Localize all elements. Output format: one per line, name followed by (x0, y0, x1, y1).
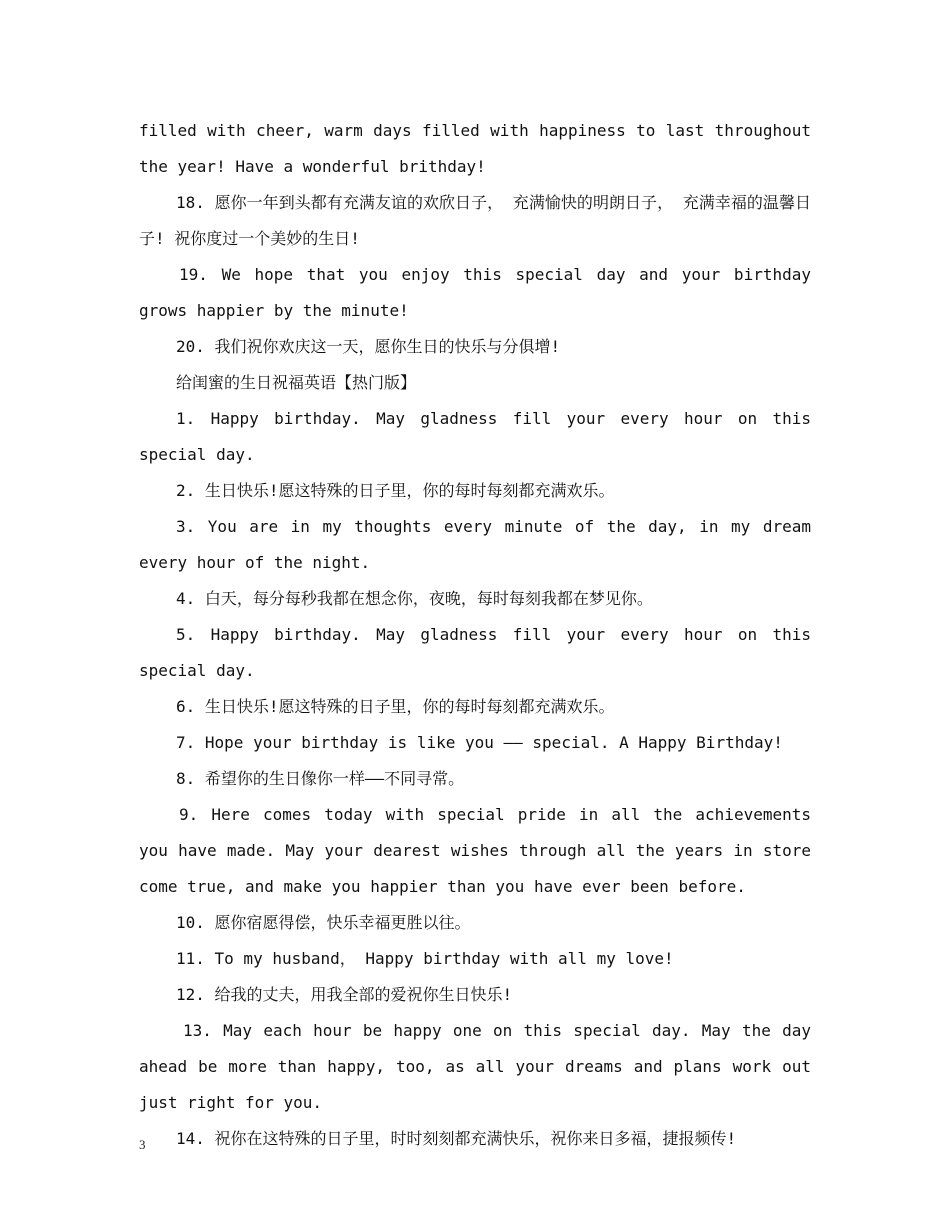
paragraph-item-11: 11. To my husband， Happy birthday with all my love! (176, 949, 674, 968)
paragraph-item-9: 9. Here comes today with special pride in all the achievements you have made. May your dearest wishes through all the years in store come true, and make you happier than you have ever been before. (139, 805, 811, 896)
document-body (139, 113, 811, 1157)
paragraph-item-14: 14. 祝你在这特殊的日子里，时时刻刻都充满快乐，祝你来日多福，捷报频传! (176, 1129, 737, 1148)
paragraph-item-19: 19. We hope that you enjoy this special day and your birthday grows happier by the minute! (139, 265, 811, 320)
paragraph-item-4: 4. 白天，每分每秒我都在想念你，夜晚，每时每刻我都在梦见你。 (176, 589, 653, 608)
paragraph-continuation: filled with cheer, warm days filled with happiness to last throughout the year! Have a wonderful brithday! (139, 121, 811, 176)
paragraph-item-8: 8. 希望你的生日像你一样——不同寻常。 (176, 769, 465, 788)
paragraph-item-10: 10. 愿你宿愿得偿，快乐幸福更胜以往。 (176, 913, 471, 932)
paragraph-item-5: 5. Happy birthday. May gladness fill your every hour on this special day. (139, 625, 811, 680)
paragraph-item-20: 20. 我们祝你欢庆这一天，愿你生日的快乐与分俱增! (176, 337, 561, 356)
section-heading: 给闺蜜的生日祝福英语【热门版】 (176, 373, 417, 392)
paragraph-item-2: 2. 生日快乐!愿这特殊的日子里，你的每时每刻都充满欢乐。 (176, 481, 615, 500)
paragraph-item-13: 13. May each hour be happy one on this special day. May the day ahead be more than happy, too, as all your dreams and plans work out just right for you. (139, 1021, 811, 1112)
paragraph-item-3: 3. You are in my thoughts every minute of the day, in my dream every hour of the night. (139, 517, 811, 572)
paragraph-item-12: 12. 给我的丈夫，用我全部的爱祝你生日快乐! (176, 985, 513, 1004)
paragraph-item-6: 6. 生日快乐!愿这特殊的日子里，你的每时每刻都充满欢乐。 (176, 697, 615, 716)
paragraph-item-1: 1. Happy birthday. May gladness fill your every hour on this special day. (139, 409, 811, 464)
page-number: 3 (139, 1137, 146, 1152)
paragraph-item-18: 18. 愿你一年到头都有充满友谊的欢欣日子， 充满愉快的明朗日子， 充满幸福的温馨日子! 祝你度过一个美妙的生日! (139, 193, 811, 248)
paragraph-item-7: 7. Hope your birthday is like you —— special. A Happy Birthday! (176, 733, 783, 752)
